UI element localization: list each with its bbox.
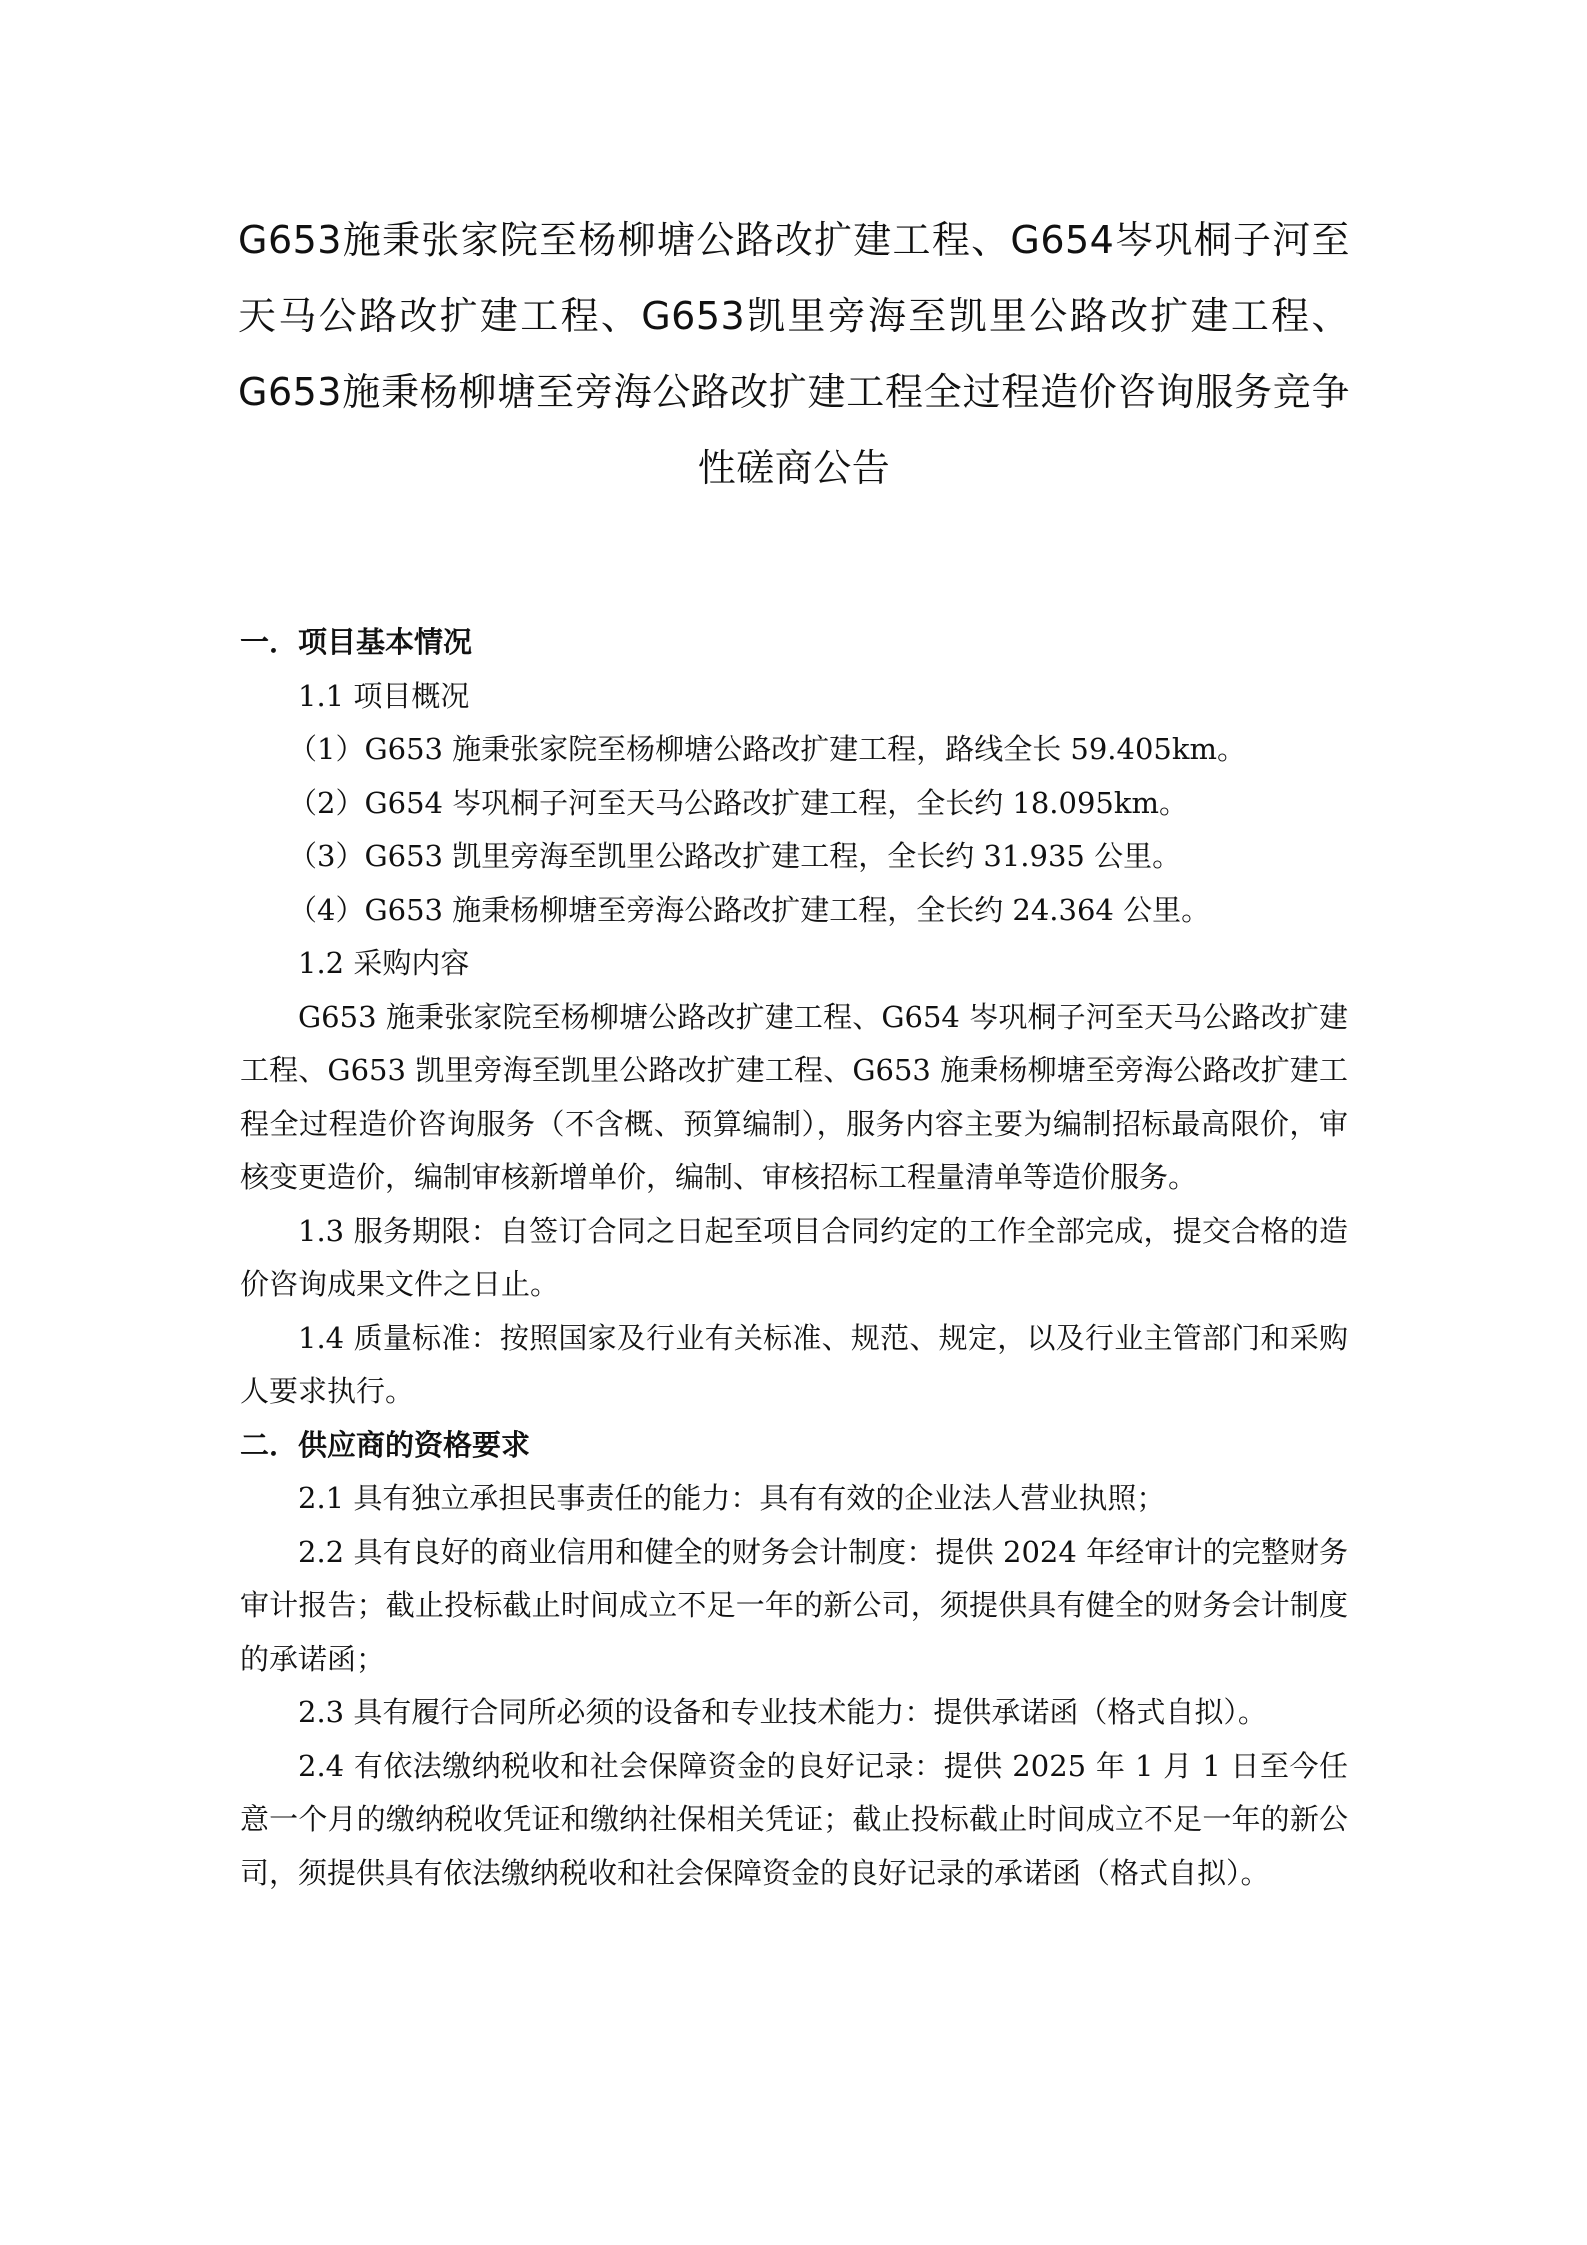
section-2-heading: 二．供应商的资格要求 xyxy=(240,1427,531,1462)
section-2-1-text: 2.1 具有独立承担民事责任的能力：具有有效的企业法人营业执照； xyxy=(298,1481,1166,1515)
section-2-4-text: 2.4 有依法缴纳税收和社会保障资金的良好记录：提供 2025 年 1 月 1 日至今任意一个月的缴纳税收凭证和缴纳社保相关凭证；截止投标截止时间成立不足一年的新公司，须提供具有依法缴纳税收和社会保障资金的良好记录的承诺函（格式自拟）。 xyxy=(240,1748,1348,1890)
section-1-4-text: 1.4 质量标准：按照国家及行业有关标准、规范、规定，以及行业主管部门和采购人要求执行。 xyxy=(240,1320,1348,1408)
document-title: G653施秉张家院至杨柳塘公路改扩建工程、G654岑巩桐子河至天马公路改扩建工程、G653凯里旁海至凯里公路改扩建工程、G653施秉杨柳塘至旁海公路改扩建工程全过程造价咨询服务竞争性磋商公告 xyxy=(238,218,1350,490)
section-1-heading: 一．项目基本情况 xyxy=(240,625,473,659)
project-item-3: （3）G653 凯里旁海至凯里公路改扩建工程，全长约 31.935 公里。 xyxy=(288,839,1182,873)
project-item-2: （2）G654 岑巩桐子河至天马公路改扩建工程，全长约 18.095km。 xyxy=(288,785,1188,820)
section-2-2-text: 2.2 具有良好的商业信用和健全的财务会计制度：提供 2024 年经审计的完整财务审计报告；截止投标截止时间成立不足一年的新公司，须提供具有健全的财务会计制度的承诺函； xyxy=(240,1534,1348,1676)
document-body xyxy=(240,616,1348,1900)
project-item-4: （4）G653 施秉杨柳塘至旁海公路改扩建工程，全长约 24.364 公里。 xyxy=(288,892,1211,927)
project-item-1: （1）G653 施秉张家院至杨柳塘公路改扩建工程，路线全长 59.405km。 xyxy=(288,732,1246,766)
section-1-1-title: 1.1 项目概况 xyxy=(298,678,470,713)
section-1-2-text: G653 施秉张家院至杨柳塘公路改扩建工程、G654 岑巩桐子河至天马公路改扩建工程、G653 凯里旁海至凯里公路改扩建工程、G653 施秉杨柳塘至旁海公路改扩建工程全过程造价咨询服务（不含概、预算编制），服务内容主要为编制招标最高限价，审核变更造价，编制审核新增单价，编制、审核招标工程量清单等造价服务。 xyxy=(240,999,1348,1194)
section-2-3-text: 2.3 具有履行合同所必须的设备和专业技术能力：提供承诺函（格式自拟）。 xyxy=(298,1695,1267,1729)
section-1-2-title: 1.2 采购内容 xyxy=(298,946,470,980)
section-1-3-text: 1.3 服务期限：自签订合同之日起至项目合同约定的工作全部完成，提交合格的造价咨询成果文件之日止。 xyxy=(240,1213,1348,1301)
